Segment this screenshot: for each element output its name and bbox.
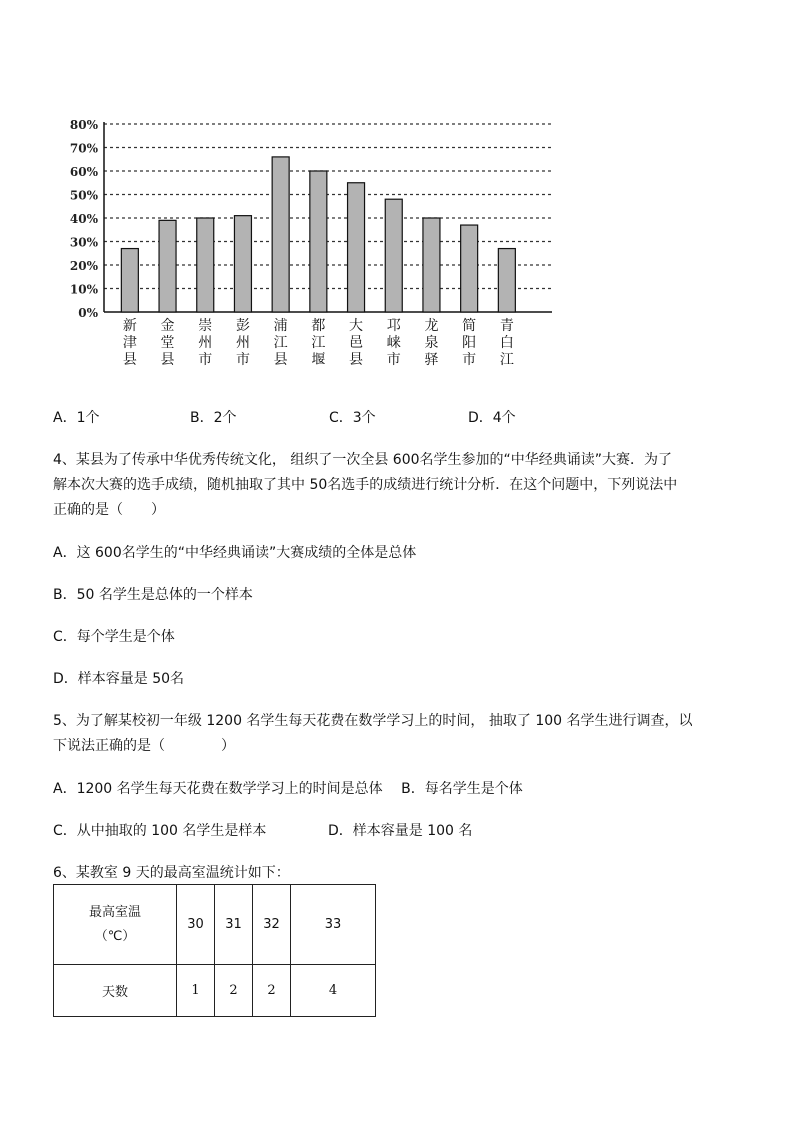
y-tick-label: 30% [69, 235, 98, 250]
q3-option-a[interactable]: A．1个 [53, 410, 100, 426]
bar [234, 216, 251, 312]
x-tick-label: 浦江县 [273, 318, 288, 368]
temp-header-label: 最高室温 [88, 904, 141, 920]
x-tick-label: 简阳市 [462, 318, 477, 368]
days-value-cell: 2 [253, 965, 291, 1017]
q4-option-c[interactable]: C．每个学生是个体 [53, 629, 175, 645]
bar [272, 157, 289, 312]
temp-value-cell: 31 [215, 885, 253, 965]
y-tick-label: 20% [69, 259, 98, 273]
table-row [54, 965, 376, 1017]
bar [121, 249, 138, 312]
q5-stem-line1: 5、为了解某校初一年级 1200 名学生每天花费在数学学习上的时间， 抽取了 100 名学生进行调查，以 [53, 713, 693, 729]
bar [348, 183, 365, 312]
y-tick-label: 0% [78, 306, 98, 320]
q5-stem-line2: 下说法正确的是（ ） [53, 738, 235, 754]
bar [498, 249, 515, 312]
x-tick-label: 彭州市 [235, 318, 250, 368]
temp-value-cell: 33 [291, 885, 376, 965]
chart-svg [60, 112, 560, 374]
q4-stem-line3: 正确的是（ ） [53, 502, 165, 518]
bar [159, 220, 176, 312]
y-tick-label: 10% [69, 282, 98, 297]
q5-option-ab[interactable]: A．1200 名学生每天花费在数学学习上的时间是总体 B．每名学生是个体 [53, 781, 523, 797]
q3-option-d[interactable]: D．4个 [468, 410, 516, 426]
q3-option-c[interactable]: C．3个 [329, 410, 376, 426]
bar [423, 218, 440, 312]
x-tick-label: 都江堰 [311, 318, 326, 368]
bar [385, 199, 402, 312]
q4-option-a[interactable]: A．这 600名学生的“中华经典诵读”大赛成绩的全体是总体 [53, 545, 417, 561]
y-tick-label: 80% [69, 118, 98, 132]
q5-option-d[interactable]: D．样本容量是 100 名 [328, 823, 473, 839]
x-tick-label: 邛崃市 [386, 318, 401, 368]
q6-stem: 6、某教室 9 天的最高室温统计如下： [53, 865, 290, 881]
bar [461, 225, 478, 312]
x-tick-label: 新津县 [122, 318, 137, 368]
y-tick-label: 50% [69, 188, 98, 203]
days-header-cell: 天数 [54, 965, 177, 1017]
q4-stem-line1: 4、某县为了传承中华优秀传统文化， 组织了一次全县 600名学生参加的“中华经典诵读”大赛．为了 [53, 452, 673, 468]
days-value-cell: 2 [215, 965, 253, 1017]
q5-option-c[interactable]: C．从中抽取的 100 名学生是样本 [53, 823, 267, 839]
x-tick-label: 青白江 [499, 318, 514, 368]
q4-option-d[interactable]: D．样本容量是 50名 [53, 671, 185, 687]
bar-chart [60, 112, 560, 374]
temp-header-unit: （℃） [94, 928, 136, 944]
x-tick-label: 崇州市 [198, 318, 213, 368]
bar [197, 218, 214, 312]
q4-stem-line2: 解本次大赛的选手成绩，随机抽取了其中 50名选手的成绩进行统计分析．在这个问题中，下列说法中 [53, 477, 678, 493]
y-tick-label: 70% [69, 141, 98, 156]
y-tick-label: 60% [69, 165, 98, 179]
x-tick-label: 金堂县 [160, 318, 175, 368]
bar [310, 171, 327, 312]
x-tick-label: 龙泉驿 [424, 318, 439, 368]
table-row [54, 885, 376, 965]
days-value-cell: 1 [177, 965, 215, 1017]
temp-header-cell [54, 885, 177, 965]
temp-value-cell: 32 [253, 885, 291, 965]
x-tick-label: 大邑县 [349, 318, 364, 368]
q3-option-b[interactable]: B．2个 [190, 410, 237, 426]
temperature-table [53, 884, 376, 1017]
days-value-cell: 4 [291, 965, 376, 1017]
y-tick-label: 40% [69, 212, 98, 226]
q4-option-b[interactable]: B．50 名学生是总体的一个样本 [53, 587, 253, 603]
temp-value-cell: 30 [177, 885, 215, 965]
